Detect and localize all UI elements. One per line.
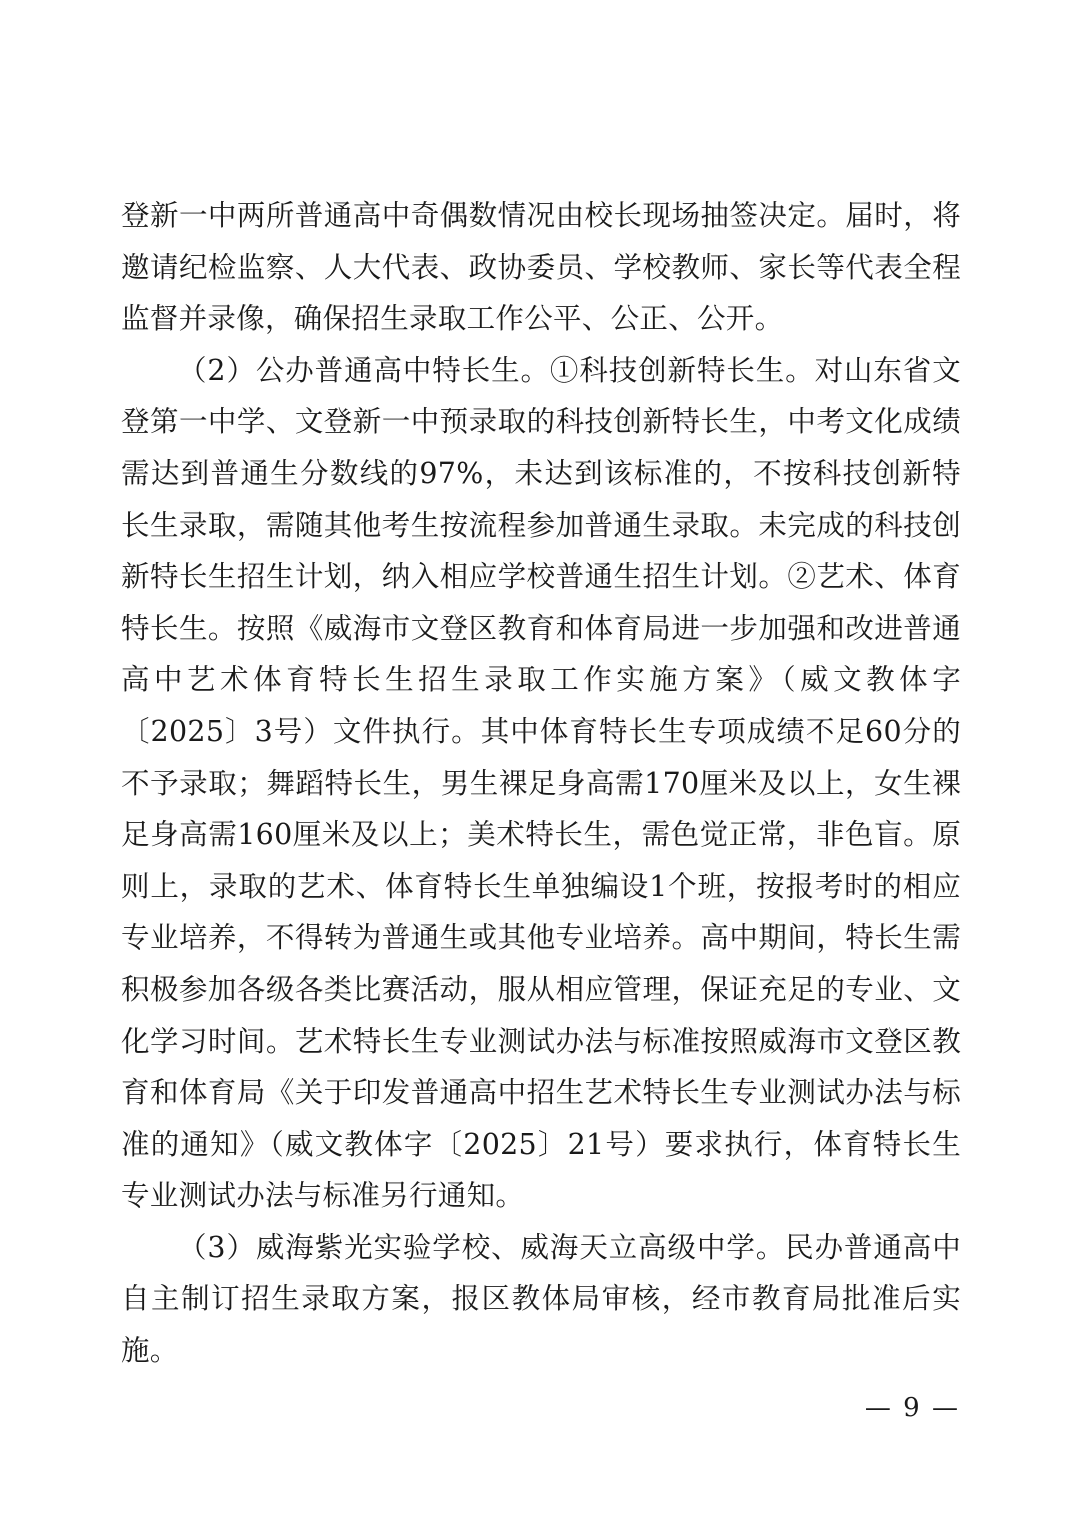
document-body [121, 190, 961, 1377]
paragraph-continued: 登新一中两所普通高中奇偶数情况由校长现场抽签决定。届时，将邀请纪检监察、人大代表、政协委员、学校教师、家长等代表全程监督并录像，确保招生录取工作公平、公正、公开。 [121, 199, 961, 336]
paragraph-private-schools: （3）威海紫光实验学校、威海天立高级中学。民办普通高中自主制订招生录取方案，报区教体局审核，经市教育局批准后实施。 [121, 1230, 961, 1368]
paragraph-specialty-students: （2）公办普通高中特长生。①科技创新特长生。对山东省文登第一中学、文登新一中预录取的科技创新特长生，中考文化成绩需达到普通生分数线的97%，未达到该标准的，不按科技创新特长生录取，需随其他考生按流程参加普通生录取。未完成的科技创新特长生招生计划，纳入相应学校普通生招生计划。②艺术、体育特长生。按照《威海市文登区教育和体育局进一步加强和改进普通高中艺术体育特长生招生录取工作实施方案》（威文教体字〔2025〕3号）文件执行。其中体育特长生专项成绩不足60分的不予录取；舞蹈特长生，男生裸足身高需170厘米及以上，女生裸足身高需160厘米及以上；美术特长生，需色觉正常，非色盲。原则上，录取的艺术、体育特长生单独编设1个班，按报考时的相应专业培养，不得转为普通生或其他专业培养。高中期间，特长生需积极参加各级各类比赛活动，服从相应管理，保证充足的专业、文化学习时间。艺术特长生专业测试办法与标准按照威海市文登区教育和体育局《关于印发普通高中招生艺术特长生专业测试办法与标准的通知》（威文教体字〔2025〕21号）要求执行，体育特长生专业测试办法与标准另行通知。 [121, 353, 961, 1213]
page-number: — 9 — [864, 1393, 960, 1423]
